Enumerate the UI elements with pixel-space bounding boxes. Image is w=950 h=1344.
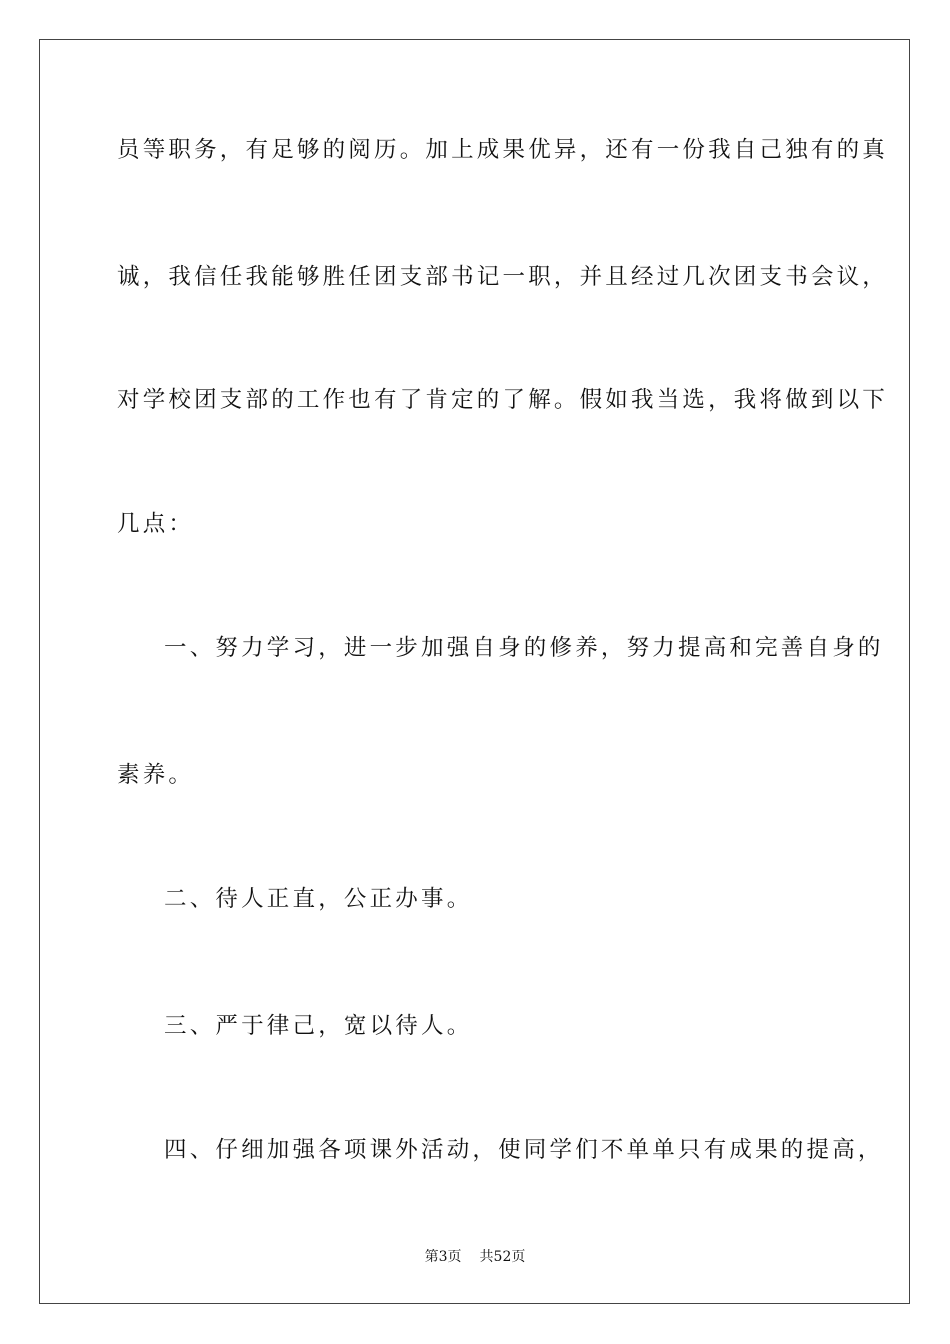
text-line-8: 三、严于律己，宽以待人。 — [164, 1013, 473, 1039]
text-line-5: 一、努力学习，进一步加强自身的修养，努力提高和完善自身的 — [164, 635, 884, 661]
page-frame — [39, 39, 910, 1304]
text-line-7: 二、待人正直，公正办事。 — [164, 886, 473, 912]
text-line-6: 素养。 — [117, 762, 195, 788]
text-line-1: 员等职务，有足够的阅历。加上成果优异，还有一份我自己独有的真 — [117, 137, 889, 163]
page-number: 第3页 — [424, 1249, 462, 1265]
text-line-4: 几点： — [117, 511, 195, 537]
text-line-3: 对学校团支部的工作也有了肯定的了解。假如我当选，我将做到以下 — [117, 387, 889, 413]
page-total: 共52页 — [479, 1249, 526, 1265]
page-footer — [0, 1247, 950, 1267]
text-line-9: 四、仔细加强各项课外活动，使同学们不单单只有成果的提高， — [164, 1137, 884, 1163]
text-line-2: 诚，我信任我能够胜任团支部书记一职，并且经过几次团支书会议， — [117, 264, 889, 290]
